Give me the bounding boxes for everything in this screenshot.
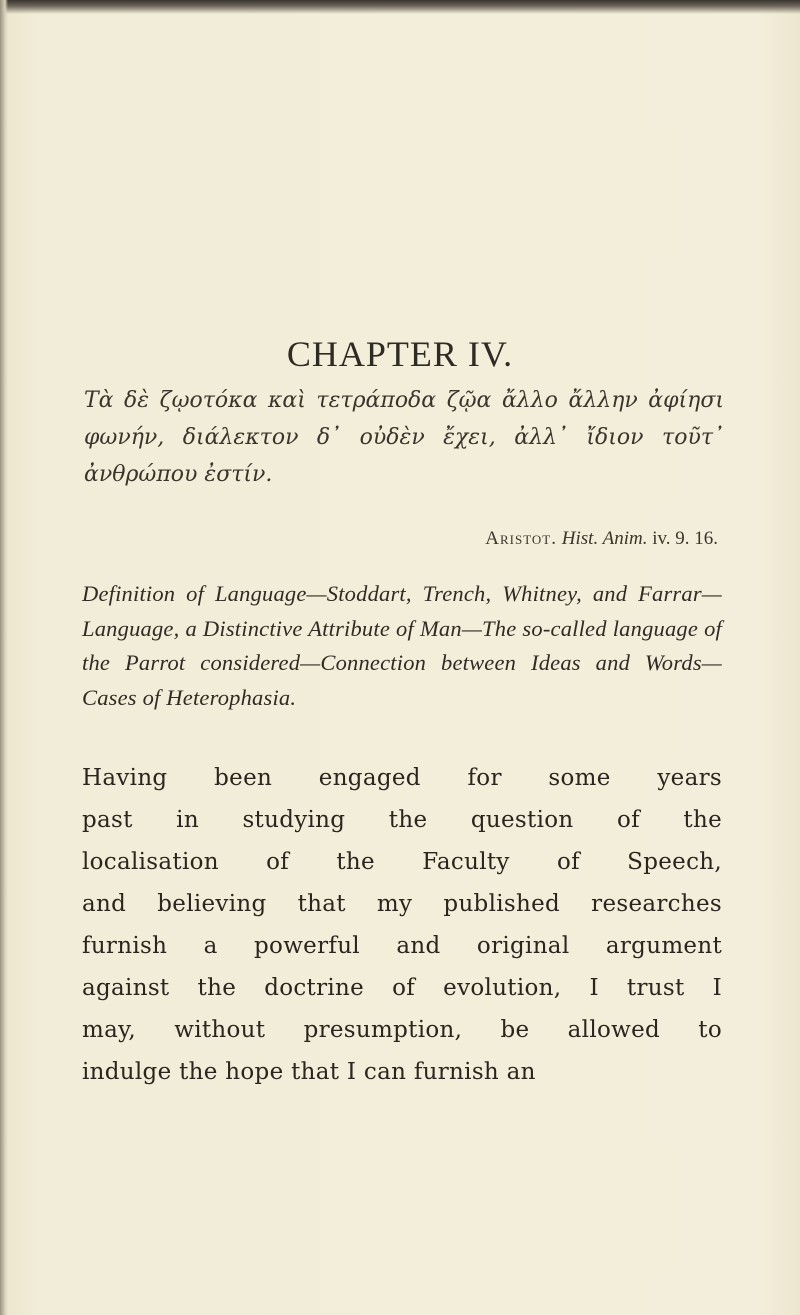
body-line: against the doctrine of evolution, I trust I (82, 975, 722, 1001)
chapter-heading: CHAPTER IV. (286, 334, 514, 374)
body-line: localisation of the Faculty of Speech, (82, 849, 722, 875)
page-top-shadow (0, 0, 800, 14)
body-line: Having been engaged for some years (82, 765, 722, 791)
page-binding-edge (0, 0, 8, 1315)
body-line: past in studying the question of the (82, 807, 722, 833)
body-line: may, without presumption, be allowed to (82, 1017, 722, 1043)
citation-work: Hist. Anim. (561, 528, 648, 549)
epigraph-citation (0, 528, 718, 550)
body-line: and believing that my published researches (82, 891, 722, 917)
epigraph-greek: Τὰ δὲ ζῳοτόκα καὶ τετράποδα ζῷα ἄλλο ἄλλην ἀφίησι φωνήν, διάλεκτον δ᾽ οὐδὲν ἔχει, ἀλλ᾽ ἴδιον τοῦτ᾽ ἀνθρώπου ἐστίν. (84, 388, 724, 487)
citation-reference: iv. 9. 16. (652, 528, 718, 549)
body-paragraph (82, 757, 722, 1093)
citation-author: Aristot. (485, 528, 558, 549)
body-line: furnish a powerful and original argument (82, 933, 722, 959)
chapter-synopsis: Definition of Language—Stoddart, Trench, Whitney, and Farrar—Language, a Distinctive Attribute of Man—The so-called language of the Parrot considered—Connection between Ideas and Words—Cases of Heterophasia. (82, 581, 722, 710)
body-line: indulge the hope that I can furnish an (82, 1059, 536, 1085)
